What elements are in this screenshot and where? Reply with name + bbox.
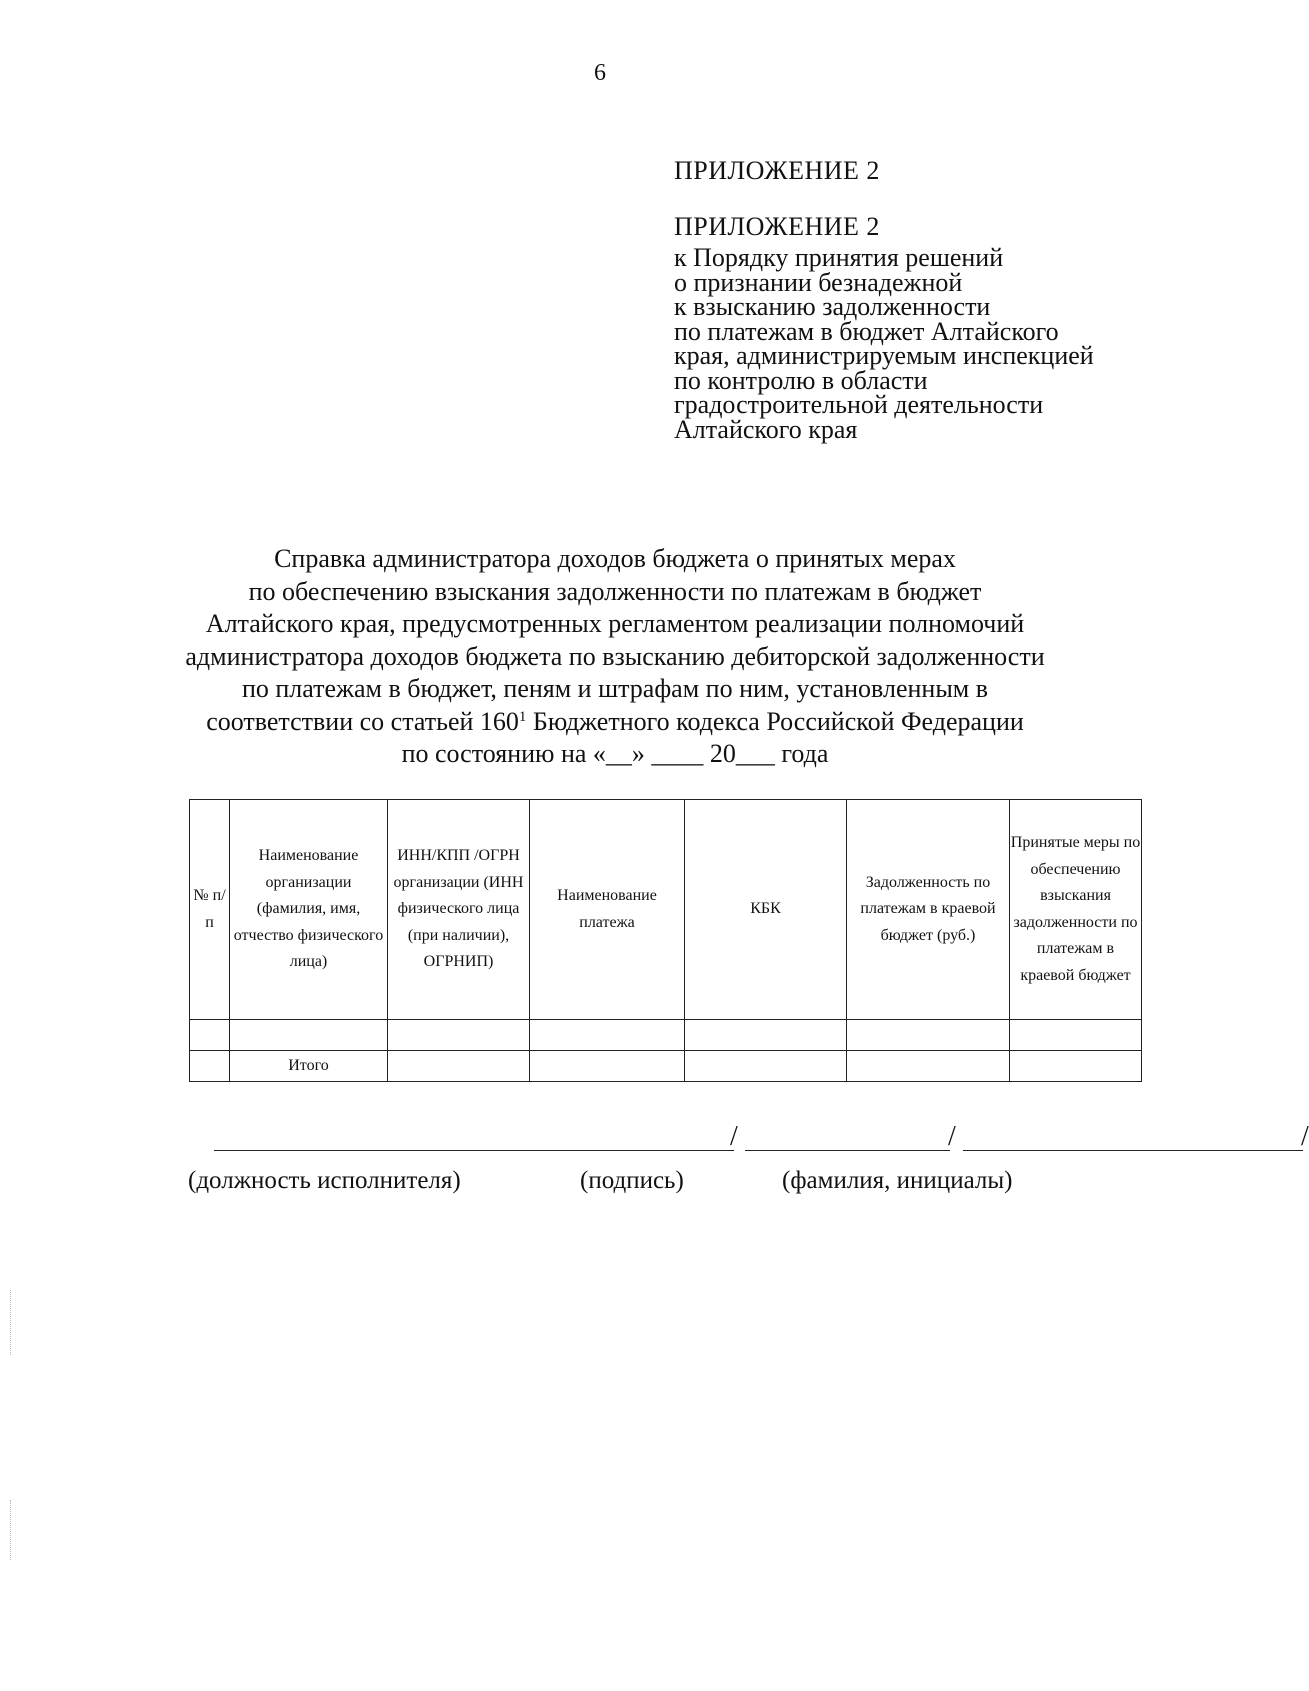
name-caption: (фамилия, инициалы) bbox=[782, 1167, 1013, 1194]
table-cell bbox=[685, 1051, 847, 1082]
appendix-label-second: ПРИЛОЖЕНИЕ 2 bbox=[674, 212, 880, 241]
page-number: 6 bbox=[594, 60, 606, 86]
slash-separator: / bbox=[948, 1121, 956, 1152]
table-cell bbox=[388, 1051, 530, 1082]
appendix-line: Алтайского края bbox=[674, 414, 858, 444]
title-line-article bbox=[150, 706, 1080, 739]
scan-artifact bbox=[10, 1290, 11, 1355]
total-label: Итого bbox=[230, 1051, 388, 1082]
title-article-superscript: 1 bbox=[518, 708, 527, 725]
table-header-row bbox=[190, 800, 1142, 1020]
table-row bbox=[190, 1020, 1142, 1051]
appendix-label-first: ПРИЛОЖЕНИЕ 2 bbox=[674, 156, 880, 185]
appendix-line: о признании безнадежной bbox=[674, 267, 963, 297]
header-kbk: КБК bbox=[685, 800, 847, 1020]
slash-separator: / bbox=[1301, 1121, 1309, 1152]
header-inn-kpp-ogrn: ИНН/КПП /ОГРН организации (ИНН физического лица (при наличии), ОГРНИП) bbox=[388, 800, 530, 1020]
table-cell bbox=[1010, 1020, 1142, 1051]
table-cell bbox=[190, 1020, 230, 1051]
appendix-reference bbox=[674, 243, 1094, 444]
table-cell bbox=[388, 1020, 530, 1051]
header-debt-amount: Задолженность по платежам в краевой бюджет (руб.) bbox=[847, 800, 1010, 1020]
table-cell bbox=[190, 1051, 230, 1082]
appendix-line: по контролю в области bbox=[674, 365, 928, 395]
title-article-text: соответствии со статьей 160 bbox=[206, 706, 519, 736]
title-date-line: по состоянию на «__» ____ 20___ года bbox=[401, 739, 829, 768]
table-cell bbox=[1010, 1051, 1142, 1082]
name-line bbox=[963, 1150, 1303, 1151]
header-number: № п/п bbox=[190, 800, 230, 1020]
appendix-line: к Порядку принятия решений bbox=[674, 243, 1004, 272]
table-total-row bbox=[190, 1051, 1142, 1082]
title-line: администратора доходов бюджета по взысканию дебиторской задолженности bbox=[185, 641, 1045, 671]
table-cell bbox=[230, 1020, 388, 1051]
signature-area bbox=[188, 1115, 1309, 1205]
appendix-line: по платежам в бюджет Алтайского bbox=[674, 316, 1059, 346]
scan-artifact bbox=[10, 1500, 11, 1560]
table-cell bbox=[685, 1020, 847, 1051]
table-cell bbox=[847, 1020, 1010, 1051]
title-line: по обеспечению взыскания задолженности по платежам в бюджет bbox=[248, 576, 982, 606]
slash-separator: / bbox=[730, 1121, 738, 1152]
header-organization-name: Наименование организации (фамилия, имя, отчество физического лица) bbox=[230, 800, 388, 1020]
report-table bbox=[189, 799, 1142, 1082]
position-line bbox=[214, 1150, 734, 1151]
signature-line bbox=[745, 1150, 950, 1151]
signature-caption: (подпись) bbox=[580, 1167, 684, 1194]
table-cell bbox=[530, 1020, 685, 1051]
document-title bbox=[150, 543, 1080, 771]
appendix-line: края, администрируемым инспекцией bbox=[674, 341, 1094, 370]
table-cell bbox=[847, 1051, 1010, 1082]
title-article-code: Бюджетного кодекса Российской Федерации bbox=[526, 706, 1024, 736]
position-caption: (должность исполнителя) bbox=[188, 1167, 461, 1194]
table-cell bbox=[530, 1051, 685, 1082]
header-measures-taken: Принятые меры по обеспечению взыскания задолженности по платежам в краевой бюджет bbox=[1010, 800, 1142, 1020]
title-line: Алтайского края, предусмотренных регламентом реализации полномочий bbox=[205, 609, 1025, 638]
title-line: по платежам в бюджет, пеням и штрафам по ним, установленным в bbox=[241, 674, 989, 703]
appendix-line: градостроительной деятельности bbox=[674, 390, 1044, 419]
header-payment-name: Наименование платежа bbox=[530, 800, 685, 1020]
title-line: Справка администратора доходов бюджета о принятых мерах bbox=[274, 544, 956, 573]
appendix-line: к взысканию задолженности bbox=[674, 292, 991, 321]
